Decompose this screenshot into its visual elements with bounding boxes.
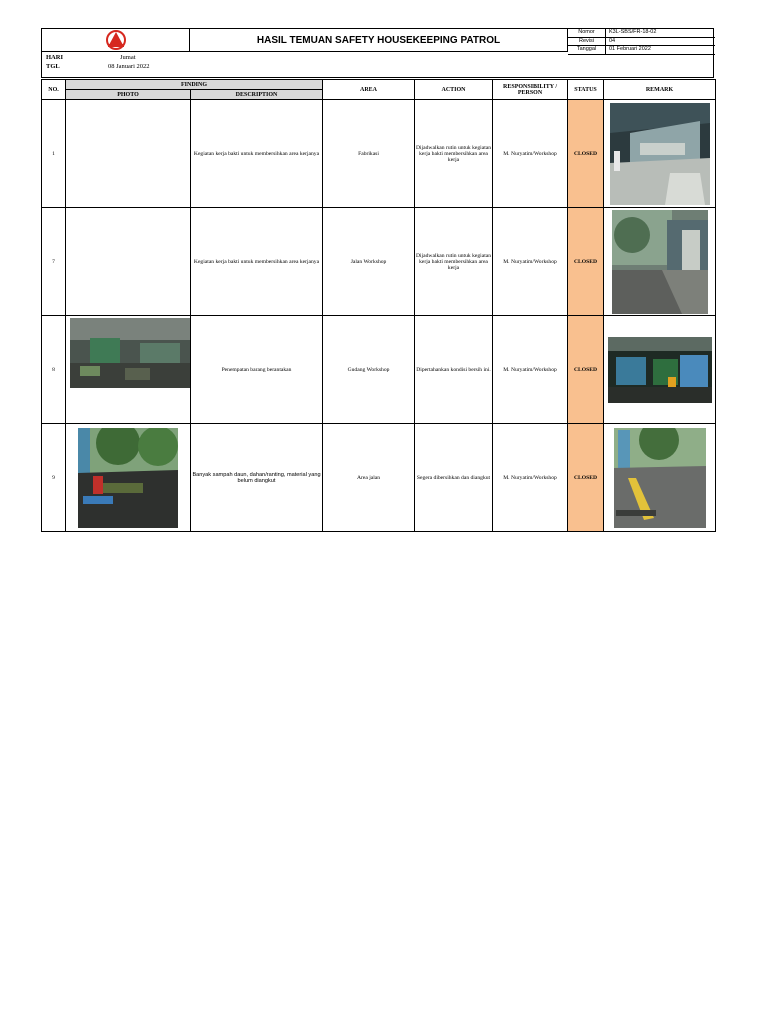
hari-value: Jumat [120, 54, 136, 61]
row-number: 1 [42, 100, 66, 208]
col-action: ACTION [415, 80, 493, 100]
logo-icon [105, 30, 127, 50]
row-area: Jalan Workshop [323, 208, 415, 316]
table-row [42, 208, 716, 316]
row-number: 7 [42, 208, 66, 316]
col-finding: FINDING [66, 80, 323, 90]
row-action: Dijadwalkan rutin untuk kegiatan kerja bakti membersihkan area kerja [415, 208, 493, 316]
table-row [42, 100, 716, 208]
col-status: STATUS [568, 80, 604, 100]
finding-photo [66, 424, 191, 532]
workshop-road-photo [612, 210, 708, 314]
col-no: NO. [42, 80, 66, 100]
row-number: 8 [42, 316, 66, 424]
factory-hall-photo [610, 103, 710, 205]
row-description: Kegiatan kerja bakti untuk membersihkan area kerjanya [191, 100, 323, 208]
col-photo: PHOTO [66, 90, 191, 100]
row-action: Segera dibersihkan dan diangkut [415, 424, 493, 532]
meta-nomor: Nomor K3L-SBS/FR-18-02 [568, 29, 715, 38]
findings-table [41, 79, 716, 532]
clean-road-photo [614, 428, 706, 528]
row-description: Kegiatan kerja bakti untuk membersihkan area kerjanya [191, 208, 323, 316]
row-description: Banyak sampah daun, dahan/ranting, material yang belum diangkut [191, 424, 323, 532]
meta-revisi: Revisi 04 [568, 38, 715, 47]
row-person: M. Nuryatim/Workshop [493, 316, 568, 424]
row-action: Dijadwalkan rutin untuk kegiatan kerja bakti membersihkan area kerja [415, 100, 493, 208]
row-area: Fabrikasi [323, 100, 415, 208]
hari-label: HARI [46, 54, 63, 61]
tgl-value: 08 Januari 2022 [108, 63, 150, 70]
col-responsibility: RESPONSIBILITY / PERSON [493, 80, 568, 100]
remark-photo [604, 208, 716, 316]
finding-photo-empty [66, 100, 191, 208]
finding-photo-empty [66, 208, 191, 316]
table-row [42, 316, 716, 424]
row-description: Penempatan barang berantakan [191, 316, 323, 424]
row-person: M. Nuryatim/Workshop [493, 208, 568, 316]
status-badge: CLOSED [568, 316, 604, 424]
status-badge: CLOSED [568, 208, 604, 316]
row-area: Area jalan [323, 424, 415, 532]
finding-photo [66, 316, 191, 424]
col-area: AREA [323, 80, 415, 100]
remark-photo [604, 100, 716, 208]
company-logo [42, 29, 190, 52]
road-debris-photo [78, 428, 178, 528]
remark-photo [604, 316, 716, 424]
row-area: Gudang Workshop [323, 316, 415, 424]
row-number: 9 [42, 424, 66, 532]
status-badge: CLOSED [568, 100, 604, 208]
col-description: DESCRIPTION [191, 90, 323, 100]
row-person: M. Nuryatim/Workshop [493, 424, 568, 532]
remark-photo [604, 424, 716, 532]
col-remark: REMARK [604, 80, 716, 100]
report-title: HASIL TEMUAN SAFETY HOUSEKEEPING PATROL [190, 29, 568, 52]
machinery-photo [608, 337, 712, 403]
row-person: M. Nuryatim/Workshop [493, 100, 568, 208]
status-badge: CLOSED [568, 424, 604, 532]
warehouse-clutter-photo [70, 318, 190, 388]
document-meta [568, 29, 715, 55]
table-row [42, 424, 716, 532]
tgl-label: TGL [46, 63, 60, 70]
meta-tanggal: Tanggal 01 Februari 2022 [568, 46, 715, 55]
row-action: Dipertahankan kondisi bersih ini. [415, 316, 493, 424]
report-header [41, 28, 714, 78]
